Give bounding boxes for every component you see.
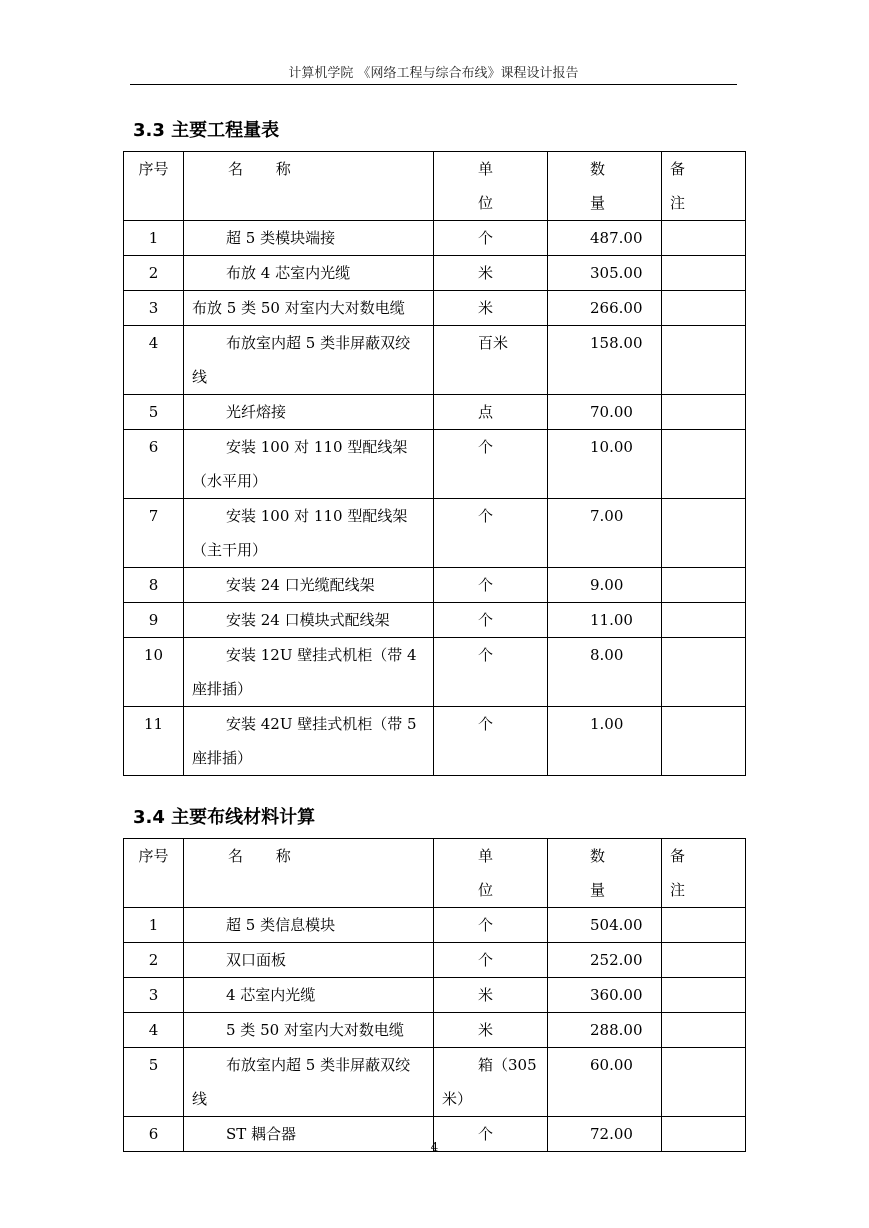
cell-name: 4 芯室内光缆 — [184, 978, 434, 1013]
cell-note — [662, 499, 746, 568]
cell-note — [662, 1013, 746, 1048]
table-row — [124, 943, 746, 978]
cell-qty: 10.00 — [548, 430, 662, 499]
cell-note — [662, 603, 746, 638]
cell-no: 9 — [124, 603, 184, 638]
column-header-no: 序号 — [124, 152, 184, 221]
table-row — [124, 568, 746, 603]
cell-no: 1 — [124, 221, 184, 256]
cell-no: 6 — [124, 430, 184, 499]
cell-note — [662, 707, 746, 776]
cell-unit: 米 — [434, 256, 548, 291]
column-header-unit: 单 位 — [434, 839, 548, 908]
cell-qty: 487.00 — [548, 221, 662, 256]
table-row — [124, 1048, 746, 1117]
cell-no: 2 — [124, 943, 184, 978]
cell-unit: 个 — [434, 943, 548, 978]
engineering-quantity-table — [123, 151, 746, 776]
cell-no: 6 — [124, 1117, 184, 1152]
cell-note — [662, 908, 746, 943]
cell-qty: 266.00 — [548, 291, 662, 326]
column-header-note: 备 注 — [662, 839, 746, 908]
cell-name: 超 5 类信息模块 — [184, 908, 434, 943]
table-row — [124, 1013, 746, 1048]
cell-qty: 1.00 — [548, 707, 662, 776]
cell-name: 布放 4 芯室内光缆 — [184, 256, 434, 291]
cell-note — [662, 638, 746, 707]
column-header-note: 备 注 — [662, 152, 746, 221]
table-header-row — [124, 839, 746, 908]
cell-note — [662, 326, 746, 395]
cell-unit: 米 — [434, 978, 548, 1013]
cell-name: 安装 42U 壁挂式机柜（带 5 座排插） — [184, 707, 434, 776]
cabling-material-table — [123, 838, 746, 1152]
section-title-3-4: 3.4 主要布线材料计算 — [133, 807, 316, 828]
cell-note — [662, 430, 746, 499]
cell-note — [662, 395, 746, 430]
column-header-no: 序号 — [124, 839, 184, 908]
cell-qty: 72.00 — [548, 1117, 662, 1152]
cell-no: 4 — [124, 1013, 184, 1048]
cell-unit: 百米 — [434, 326, 548, 395]
cell-no: 5 — [124, 395, 184, 430]
table-row — [124, 499, 746, 568]
cell-qty: 158.00 — [548, 326, 662, 395]
cell-qty: 504.00 — [548, 908, 662, 943]
cell-no: 8 — [124, 568, 184, 603]
table-row — [124, 430, 746, 499]
cell-qty: 288.00 — [548, 1013, 662, 1048]
table-row — [124, 908, 746, 943]
cell-unit: 个 — [434, 908, 548, 943]
column-header-name: 名 称 — [184, 152, 434, 221]
cell-name: 安装 12U 壁挂式机柜（带 4 座排插） — [184, 638, 434, 707]
cell-name: ST 耦合器 — [184, 1117, 434, 1152]
cell-qty: 8.00 — [548, 638, 662, 707]
header-rule — [130, 84, 737, 85]
cell-name: 超 5 类模块端接 — [184, 221, 434, 256]
cell-no: 3 — [124, 291, 184, 326]
cell-note — [662, 256, 746, 291]
cell-name: 安装 24 口光缆配线架 — [184, 568, 434, 603]
section-title-3-3: 3.3 主要工程量表 — [133, 120, 280, 141]
cell-name: 安装 24 口模块式配线架 — [184, 603, 434, 638]
table-header-row — [124, 152, 746, 221]
cell-note — [662, 291, 746, 326]
column-header-name: 名 称 — [184, 839, 434, 908]
table-row — [124, 707, 746, 776]
cell-name: 光纤熔接 — [184, 395, 434, 430]
cell-qty: 305.00 — [548, 256, 662, 291]
column-header-unit: 单 位 — [434, 152, 548, 221]
column-header-qty: 数 量 — [548, 839, 662, 908]
cell-no: 1 — [124, 908, 184, 943]
running-header: 计算机学院 《网络工程与综合布线》课程设计报告 — [288, 66, 579, 81]
table-row — [124, 221, 746, 256]
cell-qty: 9.00 — [548, 568, 662, 603]
cell-unit: 点 — [434, 395, 548, 430]
cell-unit: 米 — [434, 1013, 548, 1048]
cell-qty: 11.00 — [548, 603, 662, 638]
cell-unit: 个 — [434, 1117, 548, 1152]
table-row — [124, 326, 746, 395]
page-number: 4 — [430, 1140, 439, 1154]
cell-unit: 箱（305米） — [434, 1048, 548, 1117]
cell-name: 安装 100 对 110 型配线架（主干用） — [184, 499, 434, 568]
cell-unit: 个 — [434, 707, 548, 776]
cell-no: 7 — [124, 499, 184, 568]
cell-unit: 个 — [434, 430, 548, 499]
table-row — [124, 603, 746, 638]
cell-qty: 60.00 — [548, 1048, 662, 1117]
cell-unit: 个 — [434, 638, 548, 707]
cell-qty: 252.00 — [548, 943, 662, 978]
cell-qty: 360.00 — [548, 978, 662, 1013]
cell-name: 安装 100 对 110 型配线架（水平用） — [184, 430, 434, 499]
cell-note — [662, 943, 746, 978]
cell-no: 11 — [124, 707, 184, 776]
table-row — [124, 256, 746, 291]
cell-qty: 70.00 — [548, 395, 662, 430]
cell-note — [662, 1048, 746, 1117]
cell-note — [662, 221, 746, 256]
column-header-qty: 数 量 — [548, 152, 662, 221]
table-row — [124, 291, 746, 326]
table-row — [124, 638, 746, 707]
table-row — [124, 395, 746, 430]
cell-name: 布放 5 类 50 对室内大对数电缆 — [184, 291, 434, 326]
cell-name: 双口面板 — [184, 943, 434, 978]
cell-no: 10 — [124, 638, 184, 707]
cell-no: 3 — [124, 978, 184, 1013]
cell-unit: 个 — [434, 568, 548, 603]
cell-qty: 7.00 — [548, 499, 662, 568]
cell-unit: 个 — [434, 499, 548, 568]
cell-no: 2 — [124, 256, 184, 291]
cell-name: 5 类 50 对室内大对数电缆 — [184, 1013, 434, 1048]
cell-name: 布放室内超 5 类非屏蔽双绞线 — [184, 1048, 434, 1117]
cell-unit: 米 — [434, 291, 548, 326]
cell-name: 布放室内超 5 类非屏蔽双绞线 — [184, 326, 434, 395]
cell-note — [662, 978, 746, 1013]
cell-note — [662, 568, 746, 603]
cell-unit: 个 — [434, 221, 548, 256]
cell-no: 5 — [124, 1048, 184, 1117]
cell-no: 4 — [124, 326, 184, 395]
cell-unit: 个 — [434, 603, 548, 638]
table-row — [124, 978, 746, 1013]
